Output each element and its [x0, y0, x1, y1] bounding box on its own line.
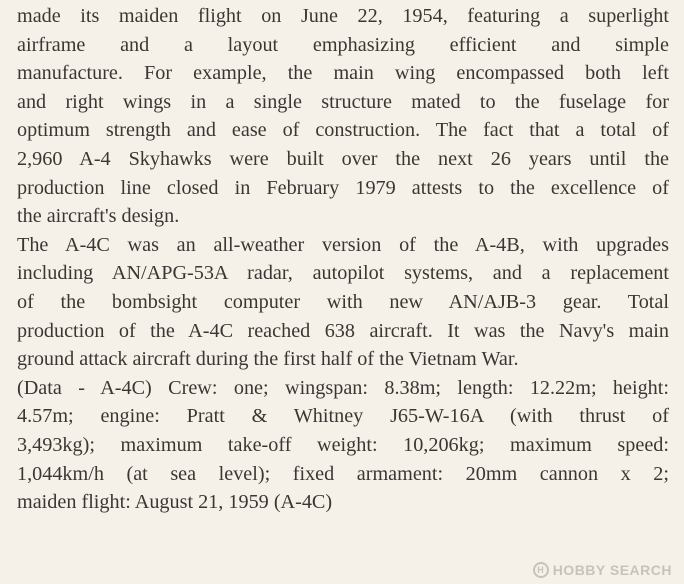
text-line: ground attack aircraft during the first half of the Vietnam War.	[17, 348, 519, 371]
text-line: 4.57m; engine: Pratt & Whitney J65-W-16A (with thrust of	[17, 405, 669, 428]
article-text	[17, 2, 669, 517]
text-line: production of the A-4C reached 638 aircraft. It was the Navy's main	[17, 319, 669, 342]
paragraph-history	[17, 2, 669, 231]
text-line: made its maiden flight on June 22, 1954, featuring a superlight	[17, 5, 669, 27]
text-line: production line closed in February 1979 attests to the excellence of	[17, 176, 669, 199]
text-line: maiden flight: August 21, 1959 (A-4C)	[17, 491, 333, 514]
text-line: The A-4C was an all-weather version of the A-4B, with upgrades	[17, 233, 669, 256]
paragraph-specs	[17, 374, 669, 517]
paragraph-a4c	[17, 231, 669, 374]
text-line: (Data - A-4C) Crew: one; wingspan: 8.38m; length: 12.22m; height:	[17, 376, 669, 399]
text-line: 3,493kg); maximum take-off weight: 10,206kg; maximum speed:	[17, 433, 669, 456]
watermark	[533, 562, 672, 578]
text-line: 2,960 A-4 Skyhawks were built over the next 26 years until the	[17, 147, 669, 170]
text-line: the aircraft's design.	[17, 205, 180, 228]
watermark-text: HOBBY SEARCH	[552, 562, 672, 578]
hobby-search-logo-icon: H	[533, 562, 549, 578]
text-line: including AN/APG-53A radar, autopilot systems, and a replacement	[17, 262, 669, 285]
text-line: and right wings in a single structure mated to the fuselage for	[17, 90, 669, 113]
text-line: of the bombsight computer with new AN/AJB-3 gear. Total	[17, 290, 669, 313]
text-line: manufacture. For example, the main wing encompassed both left	[17, 62, 669, 85]
text-line: 1,044km/h (at sea level); fixed armament: 20mm cannon x 2;	[17, 462, 669, 485]
text-line: airframe and a layout emphasizing efficient and simple	[17, 33, 669, 56]
text-line: optimum strength and ease of construction. The fact that a total of	[17, 119, 669, 142]
